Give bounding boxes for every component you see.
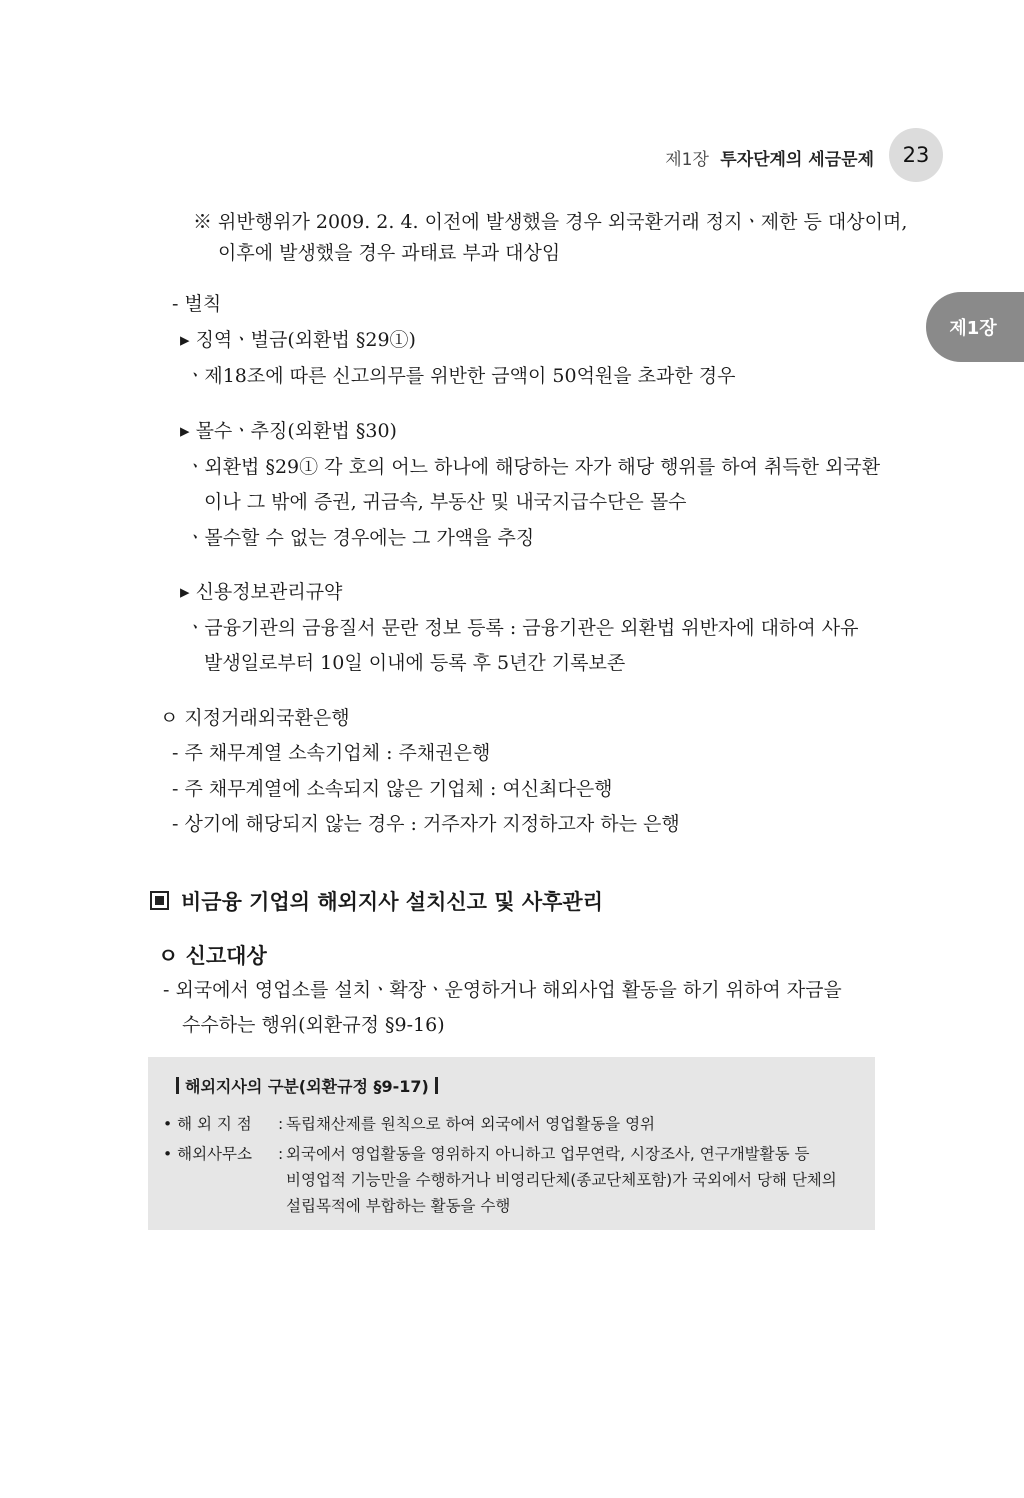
chapter-side-tab <box>926 292 1024 362</box>
note-violation-line2: 이후에 발생했을 경우 과태료 부과 대상임 <box>218 242 561 264</box>
overseas-branch-classification-box <box>148 1057 875 1230</box>
title-bar-right <box>435 1077 438 1094</box>
report-target-line1: - 외국에서 영업소를 설치ㆍ확장ㆍ운영하거나 해외사업 활동을 하기 위하여 자금을 <box>163 979 842 1001</box>
note-row-desc: 독립채산제를 원칙으로 하여 외국에서 영업활동을 영위 <box>286 1115 656 1133</box>
report-target-heading: ㅇ 신고대상 <box>158 944 267 968</box>
note-row-desc-line2: 비영업적 기능만을 수행하거나 비영리단체(종교단체포함)가 국외에서 당해 단체의 <box>286 1171 837 1189</box>
report-target-line2: 수수하는 행위(외환규정 §9-16) <box>182 1014 445 1036</box>
running-header <box>665 145 874 170</box>
note-violation-line1: ※ 위반행위가 2009. 2. 4. 이전에 발생했을 경우 외국환거래 정지ㆍ제한 등 대상이며, <box>193 211 908 233</box>
designated-bank-item-3: - 상기에 해당되지 않는 경우 : 거주자가 지정하고자 하는 은행 <box>172 813 680 835</box>
penalty-item-3-detail-b: 발생일로부터 10일 이내에 등록 후 5년간 기록보존 <box>204 652 626 674</box>
penalty-item-2-detail-1a: ㆍ외환법 §29① 각 호의 어느 하나에 해당하는 자가 해당 행위를 하여 취득한 외국환 <box>186 456 881 478</box>
page-number <box>889 128 943 182</box>
title-bar-left <box>176 1077 179 1094</box>
note-row-term: 해외사무소 <box>177 1145 252 1163</box>
note-row-term: 해 외 지 점 <box>177 1115 252 1133</box>
note-row-desc-line1: 외국에서 영업활동을 영위하지 아니하고 업무연락, 시장조사, 연구개발활동 등 <box>286 1145 810 1163</box>
penalty-item-2: ▸ 몰수ㆍ추징(외환법 §30) <box>180 420 397 442</box>
designated-bank-item-2: - 주 채무계열에 소속되지 않은 기업체 : 여신최다은행 <box>172 778 613 800</box>
note-row-bullet: • <box>163 1145 173 1163</box>
note-row <box>163 1142 283 1164</box>
penalty-item-3-detail-a: ㆍ금융기관의 금융질서 문란 정보 등록 : 금융기관은 외환법 위반자에 대하여 사유 <box>186 617 859 639</box>
chapter-side-tab-label: 제1장 <box>949 318 997 339</box>
note-row <box>163 1112 283 1134</box>
header-title: 투자단계의 세금문제 <box>720 150 874 170</box>
section-heading-text: 비금융 기업의 해외지사 설치신고 및 사후관리 <box>181 890 603 914</box>
note-box-title-text: 해외지사의 구분(외환규정 §9-17) <box>185 1077 429 1096</box>
note-row-sep: : <box>278 1145 284 1163</box>
penalty-item-2-detail-2: ㆍ몰수할 수 없는 경우에는 그 가액을 추징 <box>186 527 535 549</box>
header-chapter: 제1장 <box>665 150 709 170</box>
note-row-sep: : <box>278 1115 284 1133</box>
penalty-label: - 벌칙 <box>172 293 222 315</box>
designated-bank-item-1: - 주 채무계열 소속기업체 : 주채권은행 <box>172 742 491 764</box>
note-box-title <box>170 1074 444 1097</box>
square-bullet-icon <box>150 891 169 910</box>
penalty-item-3: ▸ 신용정보관리규약 <box>180 581 343 603</box>
penalty-item-1-detail: ㆍ제18조에 따른 신고의무를 위반한 금액이 50억원을 초과한 경우 <box>186 365 736 387</box>
page-number-text: 23 <box>902 143 930 167</box>
penalty-item-2-detail-1b: 이나 그 밖에 증권, 귀금속, 부동산 및 내국지급수단은 몰수 <box>204 491 687 513</box>
note-row-bullet: • <box>163 1115 173 1133</box>
penalty-item-1: ▸ 징역ㆍ벌금(외환법 §29①) <box>180 329 416 351</box>
designated-bank-heading: ㅇ 지정거래외국환은행 <box>160 707 350 729</box>
section-heading <box>150 886 603 916</box>
note-row-desc-line3: 설립목적에 부합하는 활동을 수행 <box>286 1197 511 1215</box>
